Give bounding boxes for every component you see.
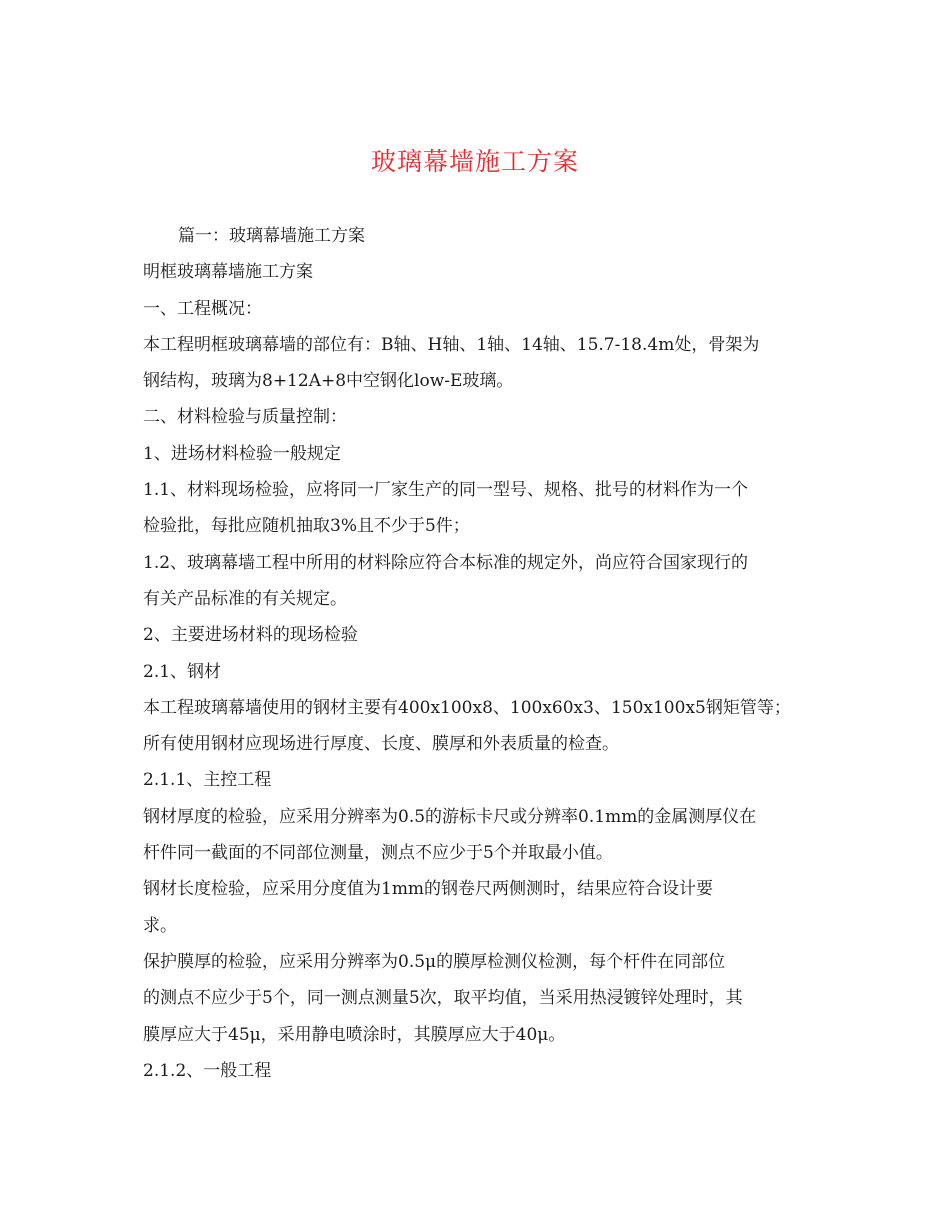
paragraph-line: 求。 (143, 915, 177, 936)
paragraph-line: 检验批，每批应随机抽取3%且不少于5件； (143, 516, 470, 537)
paragraph-line: 杆件同一截面的不同部位测量，测点不应少于5个并取最小值。 (143, 843, 613, 864)
paragraph-line: 1.1、材料现场检验，应将同一厂家生产的同一型号、规格、批号的材料作为一个 (143, 480, 749, 501)
paragraph-line: 所有使用钢材应现场进行厚度、长度、膜厚和外表质量的检查。 (143, 734, 619, 755)
paragraph-line: 钢材厚度的检验，应采用分辨率为0.5的游标卡尺或分辨率0.1mm的金属测厚仪在 (143, 806, 757, 827)
paragraph-line: 1.2、玻璃幕墙工程中所用的材料除应符合本标准的规定外，尚应符合国家现行的 (143, 552, 749, 573)
paragraph-line: 保护膜厚的检验，应采用分辨率为0.5μ的膜厚检测仪检测，每个杆件在同部位 (143, 951, 726, 972)
paragraph-line: 的测点不应少于5个，同一测点测量5次，取平均值，当采用热浸镀锌处理时，其 (143, 988, 743, 1009)
paragraph-line: 本工程玻璃幕墙使用的钢材主要有400x100x8、100x60x3、150x100x5钢矩管等； (143, 697, 791, 718)
paragraph-line: 篇一：玻璃幕墙施工方案 (178, 226, 365, 246)
paragraph-line: 本工程明框玻璃幕墙的部位有：B轴、H轴、1轴、14轴、15.7-18.4m处，骨架为 (143, 334, 760, 355)
paragraph-line: 明框玻璃幕墙施工方案 (143, 262, 313, 283)
paragraph-line: 2.1.1、主控工程 (143, 770, 272, 791)
paragraph-line: 1、进场材料检验一般规定 (143, 443, 341, 464)
paragraph-line: 钢材长度检验，应采用分度值为1mm的钢卷尺两侧测时，结果应符合设计要 (143, 879, 714, 900)
paragraph-line: 2.1.2、一般工程 (143, 1060, 272, 1081)
paragraph-line: 膜厚应大于45μ，采用静电喷涂时，其膜厚应大于40μ。 (143, 1024, 566, 1045)
paragraph-line: 钢结构，玻璃为8+12A+8中空钢化low-E玻璃。 (143, 371, 514, 392)
paragraph-line: 一、工程概况： (143, 298, 262, 319)
paragraph-line: 2.1、钢材 (143, 661, 222, 682)
paragraph-line: 二、材料检验与质量控制： (143, 407, 347, 428)
document-title: 玻璃幕墙施工方案 (370, 147, 579, 176)
paragraph-line: 有关产品标准的有关规定。 (143, 588, 347, 609)
paragraph-line: 2、主要进场材料的现场检验 (143, 625, 358, 646)
document-body (143, 218, 813, 1089)
